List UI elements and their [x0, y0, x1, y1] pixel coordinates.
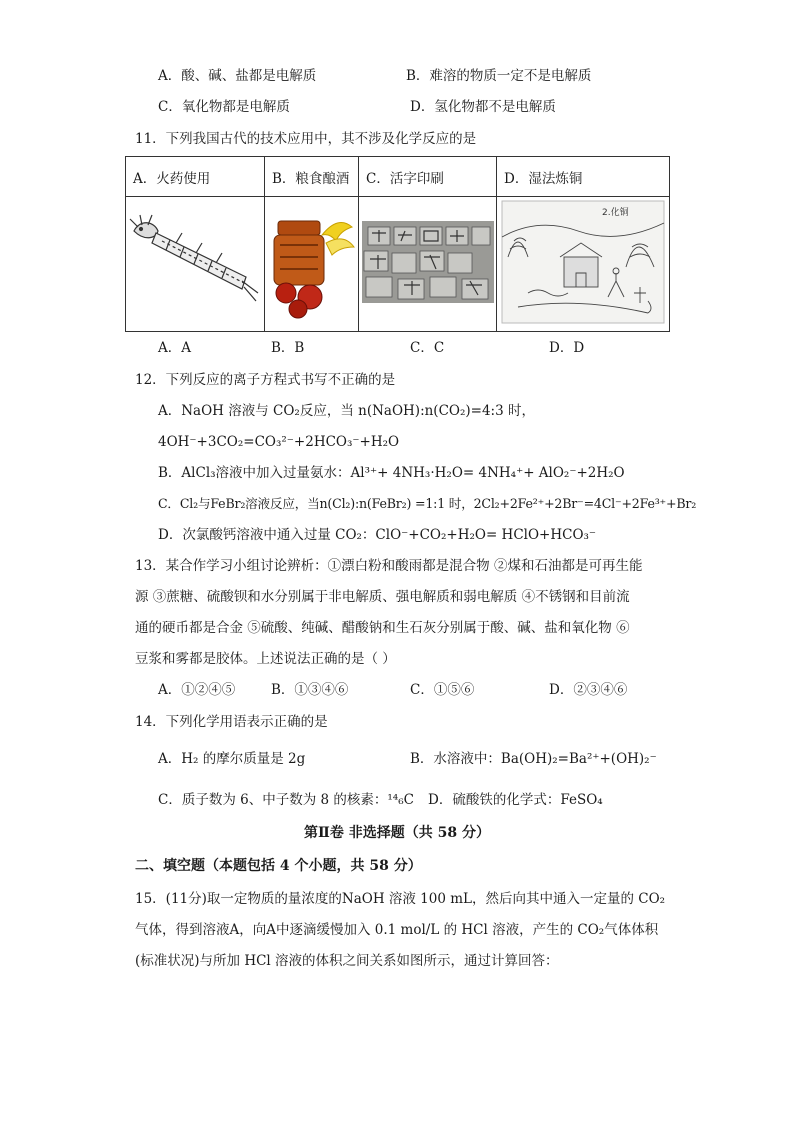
q12-option-b: B．AlCl₃溶液中加入过量氨水：Al³⁺+ 4NH₃·H₂O= 4NH₄⁺+ AlO₂⁻+2H₂O	[158, 465, 625, 481]
q11-answer-a: A．A	[158, 340, 191, 356]
q11-stem: 11．下列我国古代的技术应用中，其不涉及化学反应的是	[135, 131, 477, 147]
q11-answer-b: B．B	[271, 340, 305, 356]
q11-picture-copper	[497, 197, 670, 332]
q15-line-1: 15．(11分)取一定物质的量浓度的NaOH 溶液 100 mL，然后向其中通入一定量的 CO₂	[135, 891, 666, 907]
dragon-rocket-illustration	[126, 197, 264, 327]
q12-option-a-line1: A．NaOH 溶液与 CO₂反应，当 n(NaOH):n(CO₂)=4:3 时，	[158, 403, 535, 419]
q15-line-3: (标准状况)与所加 HCl 溶液的体积之间关系如图所示，通过计算回答：	[135, 953, 559, 969]
q11-table	[125, 156, 670, 332]
q13-line-1: 13．某合作学习小组讨论辨析：①漂白粉和酸雨都是混合物 ②煤和石油都是可再生能	[135, 558, 643, 574]
q13-option-b: B．①③④⑥	[271, 682, 349, 698]
q11-picture-movable-type	[359, 197, 497, 332]
part-2-title: 二、填空题（本题包括 4 个小题，共 58 分）	[135, 858, 422, 874]
q12-option-c: C．Cl₂与FeBr₂溶液反应，当n(Cl₂):n(FeBr₂) =1:1 时，2Cl₂+2Fe²⁺+2Br⁻=4Cl⁻+2Fe³⁺+Br₂	[158, 496, 697, 511]
q12-option-d: D．次氯酸钙溶液中通入过量 CO₂：ClO⁻+CO₂+H₂O= HClO+HCO₃⁻	[158, 527, 597, 543]
q10-option-a: A．酸、碱、盐都是电解质	[158, 68, 317, 84]
q14-option-c: C．质子数为 6、中子数为 8 的核素：¹⁴₆C	[158, 792, 414, 808]
q11-header-b: B．粮食酿酒	[265, 157, 359, 197]
q12-stem: 12．下列反应的离子方程式书写不正确的是	[135, 372, 396, 388]
q10-option-d: D．氢化物都不是电解质	[410, 99, 556, 115]
q11-answer-d: D．D	[549, 340, 585, 356]
q10-option-c: C．氧化物都是电解质	[158, 99, 290, 115]
wine-vessel-illustration	[266, 197, 358, 327]
q13-option-c: C．①⑤⑥	[410, 682, 475, 698]
q13-line-3: 通的硬币都是合金 ⑤硫酸、纯碱、醋酸钠和生石灰分别属于酸、碱、盐和氧化物 ⑥	[135, 620, 630, 636]
q15-line-2: 气体，得到溶液A，向A中逐滴缓慢加入 0.1 mol/L 的 HCl 溶液，产生的 CO₂气体体积	[135, 922, 659, 938]
q11-picture-gunpowder	[126, 197, 265, 332]
q13-line-4: 豆浆和雾都是胶体。上述说法正确的是（ ）	[135, 651, 396, 667]
q11-picture-wine	[265, 197, 359, 332]
q13-line-2: 源 ③蔗糖、硫酸钡和水分别属于非电解质、强电解质和弱电解质 ④不锈钢和目前流	[135, 589, 630, 605]
q11-header-a: A．火药使用	[126, 157, 265, 197]
q13-option-d: D．②③④⑥	[549, 682, 628, 698]
section-2-title: 第Ⅱ卷 非选择题（共 58 分）	[304, 825, 490, 841]
q14-option-d: D．硫酸铁的化学式：FeSO₄	[428, 792, 603, 808]
q11-header-c: C．活字印刷	[359, 157, 497, 197]
copper-smelting-illustration	[498, 197, 668, 327]
q13-option-a: A．①②④⑤	[158, 682, 236, 698]
q11-header-d: D．湿法炼铜	[497, 157, 670, 197]
q11-answer-c: C．C	[410, 340, 445, 356]
q14-stem: 14．下列化学用语表示正确的是	[135, 714, 328, 730]
q14-option-a: A．H₂ 的摩尔质量是 2g	[158, 751, 306, 767]
movable-type-illustration	[360, 197, 496, 327]
q14-option-b: B．水溶液中：Ba(OH)₂=Ba²⁺+(OH)₂⁻	[410, 751, 657, 767]
q11-picture-copper-label: 2.化铜	[602, 208, 629, 218]
q10-option-b: B．难溶的物质一定不是电解质	[406, 68, 592, 84]
q12-option-a-line2: 4OH⁻+3CO₂=CO₃²⁻+2HCO₃⁻+H₂O	[158, 434, 400, 450]
q11-answer-row	[0, 338, 794, 358]
